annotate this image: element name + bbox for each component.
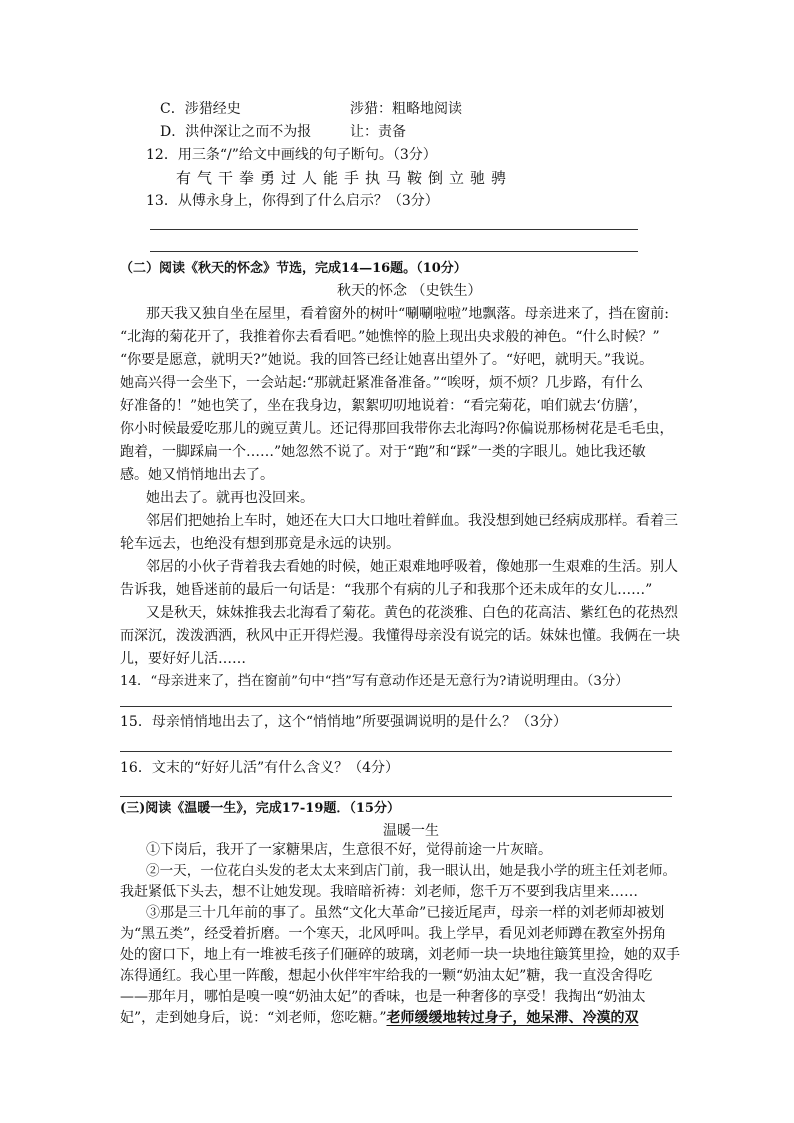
- paragraph-line: ③那是三十几年前的事了。虽然“文化大革命”已接近尾声，母亲一样的刘老师却被划: [146, 905, 665, 921]
- question-13: 13．从傅永身上，你得到了什么启示？（3分）: [146, 193, 439, 209]
- option-d-left: D．洪仲深让之而不为报: [160, 124, 312, 140]
- section-2-heading: （二）阅读《秋天的怀念》节选，完成14—16题。（10分）: [120, 261, 467, 276]
- paragraph-line: 邻居们把她抬上车时，她还在大口大口地吐着鲜血。我没想到她已经病成那样。看着三: [146, 513, 678, 529]
- question-12: 12．用三条“/”给文中画线的句子断句。（3分）: [146, 147, 437, 163]
- question-15: 15．母亲悄悄地出去了，这个“悄悄地”所要强调说明的是什么？（3分）: [120, 714, 568, 730]
- paragraph-line: 你小时候最爱吃那儿的豌豆黄儿。还记得那回我带你去北海吗?你偏说那杨树花是毛毛虫，: [120, 421, 674, 437]
- question-14: 14．“母亲进来了，挡在窗前”句中“挡”写有意动作还是无意行为?请说明理由。（3分）: [120, 674, 629, 689]
- section-3-title: 温暖一生: [383, 823, 439, 839]
- paragraph-line: 处的窗口下，地上有一堆被毛孩子们砸碎的玻璃，刘老师一块一块地往簸箕里捡，她的双手: [120, 947, 680, 963]
- paragraph-line: 告诉我，她昏迷前的最后一句话是：“我那个有病的儿子和我那个还未成年的女儿……”: [120, 582, 653, 598]
- answer-line[interactable]: [120, 751, 672, 752]
- paragraph-line: 为“黑五类”，经受着折磨。一个寒天，北风呼叫。我上学早，看见刘老师蹲在教室外拐角: [120, 926, 667, 942]
- question-12-sentence: 有气干拳勇过人能手执马鞍倒立驰骋: [176, 169, 513, 187]
- paragraph-line: 我赶紧低下头去，想不让她发现。我暗暗祈祷：刘老师，您千万不要到我店里来……: [120, 884, 638, 900]
- paragraph-line: 又是秋天，妹妹推我去北海看了菊花。黄色的花淡雅、白色的花高洁、紫红色的花热烈: [146, 605, 678, 621]
- paragraph-line: “北海的菊花开了，我推着你去看看吧。”她憔悴的脸上现出央求般的神色。“什么时候？”: [120, 329, 660, 345]
- paragraph-line: 儿，要好好儿活……: [120, 651, 246, 667]
- paragraph-line: ①下岗后，我开了一家糖果店，生意很不好，觉得前途一片灰暗。: [146, 842, 552, 858]
- paragraph-line: 冻得通红。我心里一阵酸，想起小伙伴牢牢给我的一颗“奶油太妃”糖，我一直没舍得吃: [120, 968, 653, 984]
- paragraph-line: 跑着，一脚踩扁一个……”她忽然不说了。对于“跑”和“踩”一类的字眼儿。她比我还敏: [120, 444, 646, 460]
- paragraph-line: 轮车远去，也绝没有想到那竟是永远的诀别。: [120, 536, 400, 552]
- section-2-title: 秋天的怀念 （史铁生）: [337, 283, 482, 299]
- answer-line[interactable]: [150, 251, 638, 252]
- option-c-right: 涉猎：粗略地阅读: [350, 101, 462, 117]
- section-3-heading: (三)阅读《温暖一生》，完成17-19题．（15分）: [120, 801, 400, 816]
- paragraph-line: ——那年月，哪怕是嗅一嗅“奶油太妃”的香味，也是一种奢侈的享受！我掏出“奶油太: [120, 989, 646, 1005]
- paragraph-line: 她出去了。就再也没回来。: [146, 490, 314, 506]
- answer-line[interactable]: [120, 706, 672, 707]
- option-c-left: C．涉猎经史: [160, 101, 241, 117]
- underlined-sentence: 老师缓缓地转过身子，她呆滞、冷漠的双: [386, 1010, 639, 1026]
- paragraph-line: 感。她又悄悄地出去了。: [120, 467, 274, 483]
- paragraph-line: ②一天，一位花白头发的老太太来到店门前，我一眼认出，她是我小学的班主任刘老师。: [146, 863, 677, 879]
- paragraph-line: “你要是愿意，就明天?”她说。我的回答已经让她喜出望外了。“好吧，就明天。”我说。: [120, 352, 654, 368]
- question-16: 16．文末的“好好儿活”有什么含义？（4分）: [120, 760, 400, 776]
- option-d-right: 让：责备: [350, 124, 406, 140]
- paragraph-line: 而深沉，泼泼洒洒，秋风中正开得烂漫。我懂得母亲没有说完的话。妹妹也懂。我俩在一块: [120, 628, 680, 644]
- paragraph-line: 那天我又独自坐在屋里，看着窗外的树叶“唰唰啦啦”地飘落。母亲进来了，挡在窗前:: [146, 306, 670, 322]
- answer-line[interactable]: [120, 796, 672, 797]
- paragraph-line: 好准备的！”她也笑了，坐在我身边，絮絮叨叨地说着：“看完菊花，咱们就去‘仿膳’，: [120, 398, 648, 414]
- answer-line[interactable]: [150, 229, 638, 230]
- paragraph-line: [120, 1008, 638, 1028]
- paragraph-text: 妃”，走到她身后，说：“刘老师，您吃糖。”: [120, 1010, 387, 1026]
- paragraph-line: 邻居的小伙子背着我去看她的时候，她正艰难地呼吸着，像她那一生艰难的生活。别人: [146, 559, 678, 575]
- paragraph-line: 她高兴得一会坐下，一会站起:“那就赶紧准备准备。”“唉呀，烦不烦？几步路，有什么: [120, 375, 644, 391]
